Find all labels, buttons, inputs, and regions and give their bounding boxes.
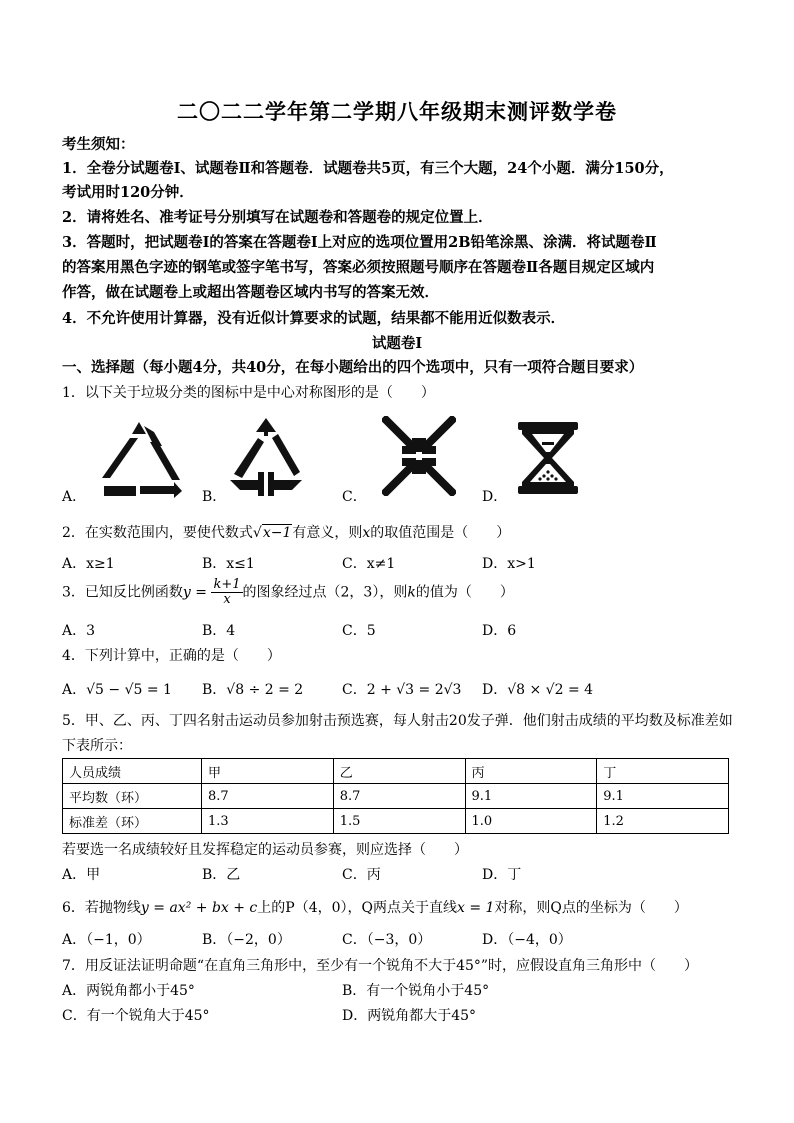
notice-item: 4．不允许使用计算器，没有近似计算要求的试题，结果都不能用近似数表示．: [62, 310, 566, 327]
q2-option-d: D．x>1: [482, 556, 536, 572]
table-header-cell: 丁: [597, 759, 729, 784]
table-cell: 1.5: [333, 809, 465, 834]
table-header-cell: 丙: [465, 759, 597, 784]
q4-option-a: A．√5 − √5 = 1: [62, 682, 172, 698]
q7-option-d: D．两锐角都大于45°: [342, 1008, 477, 1024]
table-cell: 标准差（环）: [63, 809, 202, 834]
section-title: 试题卷Ⅰ: [371, 335, 423, 352]
four-arrows-inward-icon: [382, 416, 456, 496]
q6-option-d: D．（−4，0）: [482, 932, 572, 948]
table-cell: 1.0: [465, 809, 597, 834]
q4-stem: 4．下列计算中，正确的是（ ）: [62, 648, 281, 664]
fraction: $\frac{k+1}{x}$: [213, 577, 241, 607]
q6-stem: 6．若抛物线y = ax² + bx + c上的P（4，0），Q两点关于直线x = 1对称，则Q点的坐标为（ ）: [62, 900, 688, 916]
score-table: [62, 758, 729, 834]
q1-option-d: D．: [482, 489, 508, 505]
q2-option-c: C．x≠1: [342, 556, 396, 572]
notice-item: 的答案用黑色字迹的钢笔或签字笔书写，答案必须按照题号顺序在答题卷Ⅱ各题目规定区域内: [62, 259, 655, 276]
q3-option-c: C．5: [342, 623, 376, 639]
notice-item: 3．答题时，把试题卷Ⅰ的答案在答题卷Ⅰ上对应的选项位置用2B铅笔涂黑、涂满．将试题卷Ⅱ: [62, 234, 657, 251]
q5-stem: 若要选一名成绩较好且发挥稳定的运动员参赛，则应选择（ ）: [62, 842, 468, 858]
q1-option-c: C．: [342, 489, 367, 505]
table-cell: 9.1: [597, 784, 729, 809]
table-cell: 1.3: [202, 809, 334, 834]
q7-option-c: C．有一个锐角大于45°: [62, 1008, 210, 1024]
q5-option-c: C．丙: [342, 867, 381, 883]
q1-stem: 1．以下关于垃圾分类的图标中是中心对称图形的是（ ）: [62, 385, 435, 401]
table-cell: 8.7: [333, 784, 465, 809]
notice-item: 2．请将姓名、准考证号分别填写在试题卷和答题卷的规定位置上．: [62, 209, 493, 226]
table-header-cell: 甲: [202, 759, 334, 784]
q7-stem: 7．用反证法证明命题“在直角三角形中，至少有一个锐角不大于45°”时，应假设直角三角形中（ ）: [62, 958, 699, 974]
hourglass-icon: [516, 420, 580, 496]
table-header-row: [63, 759, 729, 784]
table-row: [63, 809, 729, 834]
q5-option-a: A．甲: [62, 867, 101, 883]
q4-option-c: C．2 + √3 = 2√3: [342, 682, 462, 698]
table-row: [63, 784, 729, 809]
recycle-triangle-variant-icon: [228, 416, 304, 498]
q6-option-c: C．（−3，0）: [342, 932, 432, 948]
table-header-cell: 乙: [333, 759, 465, 784]
q2-option-a: A．x≥1: [62, 556, 115, 572]
q1-option-a: A．: [62, 489, 87, 505]
q7-option-b: B．有一个锐角小于45°: [342, 983, 490, 999]
q3-option-b: B．4: [202, 623, 236, 639]
table-cell: 9.1: [465, 784, 597, 809]
q2-option-b: B．x≤1: [202, 556, 255, 572]
part1-heading: 一、选择题（每小题4分，共40分，在每小题给出的四个选项中，只有一项符合题目要求）: [62, 359, 644, 376]
q5-stem: 下表所示：: [62, 738, 132, 754]
q7-option-a: A．两锐角都小于45°: [62, 983, 195, 999]
sqrt-expression: √x−1: [252, 525, 292, 541]
q5-option-d: D．丁: [482, 867, 522, 883]
q2-stem: 2．在实数范围内，要使代数式√x−1有意义，则x的取值范围是（ ）: [62, 525, 511, 541]
q4-option-b: B．√8 ÷ 2 = 2: [202, 682, 304, 698]
q3-stem: 3．已知反比例函数y = $\frac{k+1}{x}$ 的图象经过点（2，3），则k的值为（ ）: [62, 577, 514, 607]
table-cell: 8.7: [202, 784, 334, 809]
q5-option-b: B．乙: [202, 867, 241, 883]
notice-item: 考试用时120分钟．: [62, 184, 194, 201]
q3-option-d: D．6: [482, 623, 517, 639]
q3-option-a: A．3: [62, 623, 96, 639]
table-cell: 平均数（环）: [63, 784, 202, 809]
recycle-triangle-arrows-icon: [96, 420, 182, 498]
table-header-cell: 人员成绩: [63, 759, 202, 784]
table-cell: 1.2: [597, 809, 729, 834]
q4-option-d: D．√8 × √2 = 4: [482, 682, 594, 698]
notice-item: 1．全卷分试题卷Ⅰ、试题卷Ⅱ和答题卷．试题卷共5页，有三个大题，24个小题．满分150分，: [62, 160, 674, 177]
notice-heading: 考生须知：: [62, 136, 135, 153]
page-title: 二〇二二学年第二学期八年级期末测评数学卷: [177, 99, 617, 124]
q5-stem: 5．甲、乙、丙、丁四名射击运动员参加射击预选赛，每人射击20发子弹．他们射击成绩的平均数及标准差如: [62, 713, 733, 729]
q6-option-a: A．（−1，0）: [62, 932, 151, 948]
notice-item: 作答，做在试题卷上或超出答题卷区域内书写的答案无效．: [62, 284, 439, 301]
q1-option-b: B．: [202, 489, 227, 505]
q6-option-b: B．（−2，0）: [202, 932, 291, 948]
